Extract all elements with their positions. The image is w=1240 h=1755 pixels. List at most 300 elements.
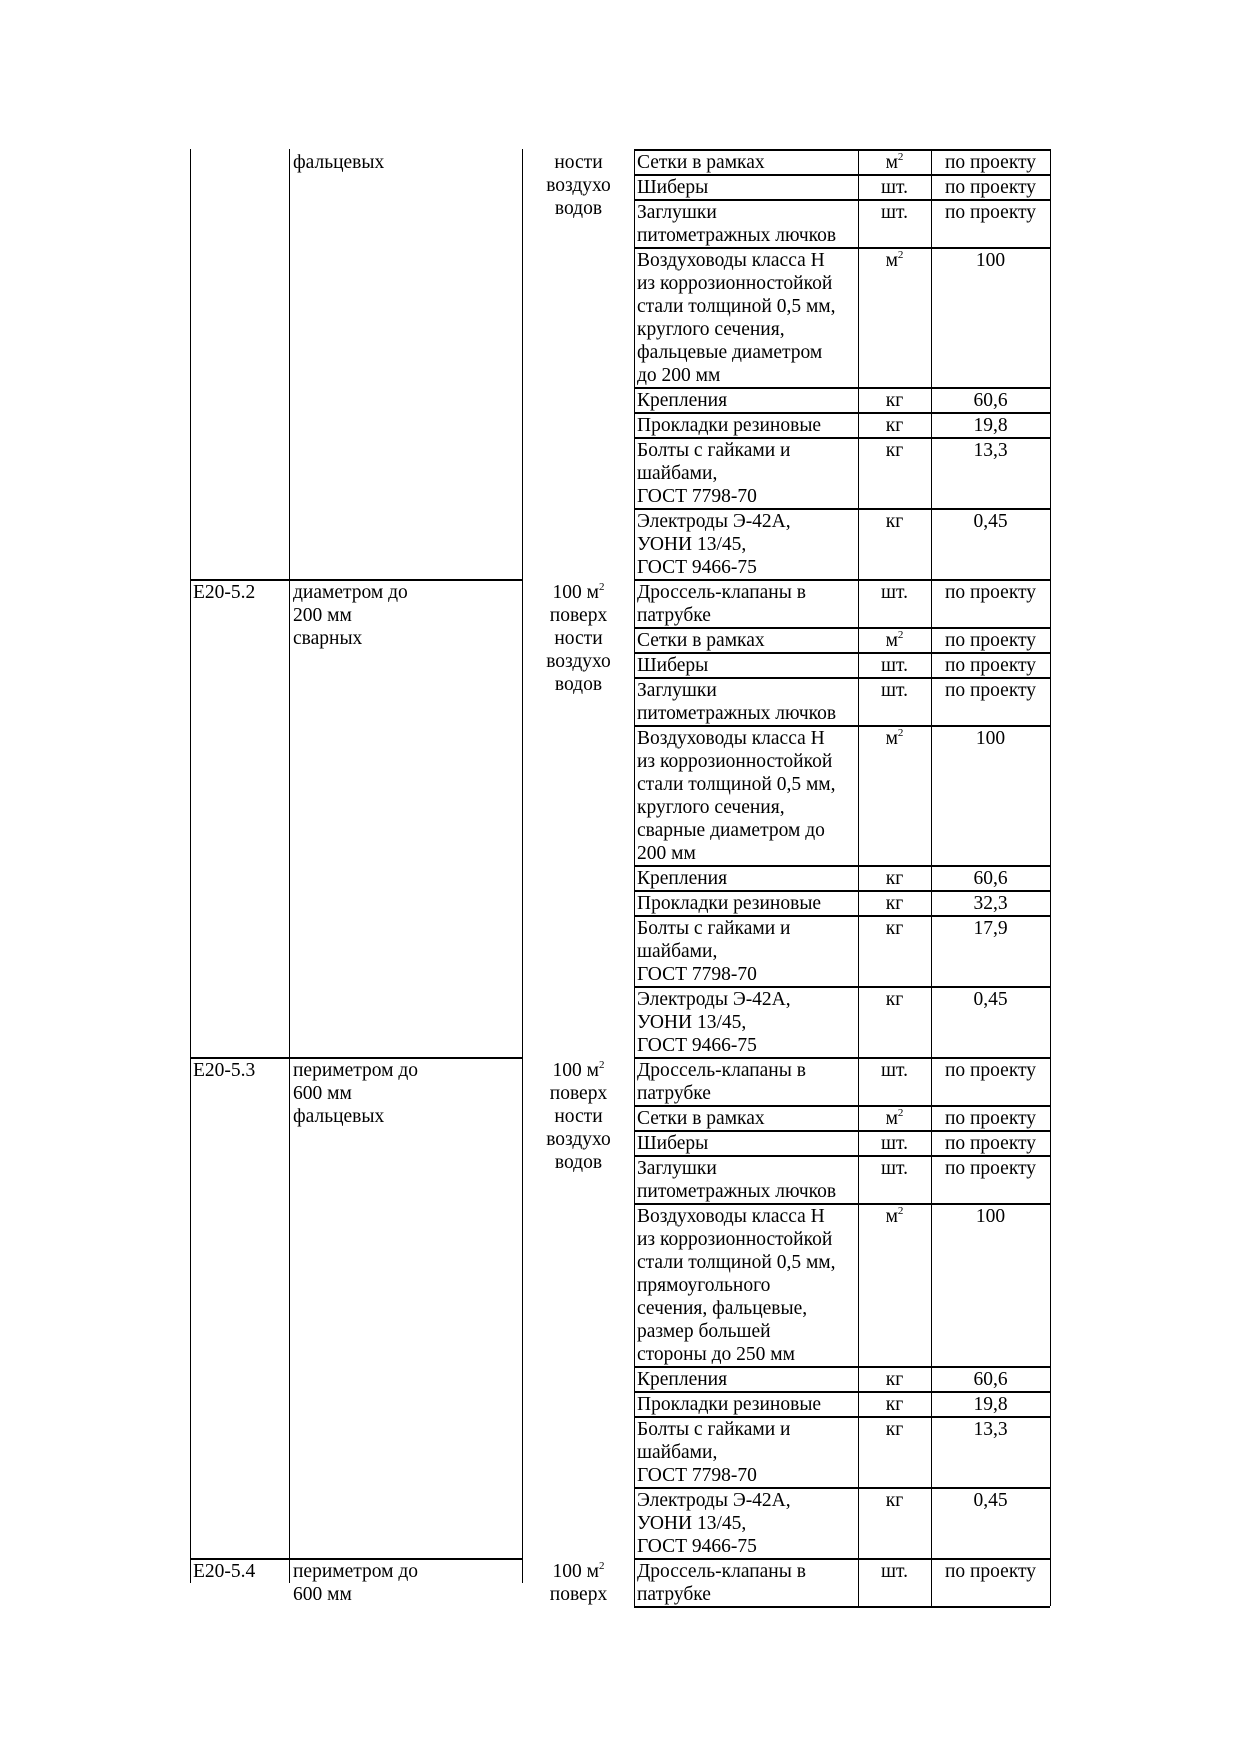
resource-unit	[858, 1205, 931, 1228]
item-code	[193, 1059, 288, 1082]
resource-name-text: ГОСТ 9466-75	[637, 1536, 757, 1557]
measure-unit-text: воздухо	[546, 175, 611, 196]
resource-name-text: Крепления	[637, 1369, 728, 1390]
resource-name-text: ГОСТ 9466-75	[637, 1035, 757, 1056]
resource-unit	[858, 249, 931, 272]
resource-name-text: стороны до 250 мм	[637, 1344, 795, 1365]
unit-superscript: 2	[598, 1059, 605, 1071]
resource-name	[637, 1393, 859, 1416]
resource-value: по проекту	[944, 1060, 1037, 1081]
measure-unit	[523, 581, 634, 604]
resource-unit-text: шт.	[881, 1158, 908, 1179]
work-name-text: периметром до	[293, 1060, 419, 1081]
resource-name	[637, 1368, 859, 1391]
resource-name-text: стали толщиной 0,5 мм,	[637, 1252, 836, 1273]
resource-name	[637, 389, 859, 412]
resource-name-text: Воздуховоды класса Н	[637, 250, 825, 271]
resource-name-text: Шиберы	[637, 1133, 709, 1154]
resource-unit	[858, 201, 931, 224]
resource-name	[637, 892, 859, 915]
work-name	[293, 581, 523, 604]
resource-name	[637, 364, 859, 387]
measure-unit	[523, 151, 634, 174]
resource-row-border	[634, 412, 1050, 414]
resource-unit-text: кг	[885, 1394, 904, 1415]
resource-name	[637, 940, 859, 963]
resource-value: 100	[975, 250, 1006, 271]
resource-row-border	[634, 579, 1050, 581]
resource-name	[637, 1082, 859, 1105]
resource-row-border	[634, 1203, 1050, 1205]
row-group-border	[190, 1558, 522, 1560]
col-border-resource-unit	[858, 149, 859, 1606]
work-name-text: фальцевых	[293, 152, 385, 173]
resource-name	[637, 224, 859, 247]
resource-row-border	[634, 1057, 1050, 1059]
resource-name-text: прямоугольного	[637, 1275, 771, 1296]
resource-unit-text: м	[885, 1108, 898, 1129]
resource-name-text: Воздуховоды класса Н	[637, 1206, 825, 1227]
work-name	[293, 1059, 523, 1082]
resource-name-text: из коррозионностойкой	[637, 751, 833, 772]
resource-unit-text: шт.	[881, 582, 908, 603]
measure-unit-text: поверх	[549, 1083, 608, 1104]
item-code	[193, 1560, 288, 1583]
resource-unit-text: кг	[885, 440, 904, 461]
resource-unit-text: шт.	[881, 655, 908, 676]
resource-name	[637, 510, 859, 533]
resource-name	[637, 1251, 859, 1274]
resource-unit	[858, 679, 931, 702]
resource-unit	[858, 1418, 931, 1441]
resource-unit	[858, 1059, 931, 1082]
resource-name	[637, 1560, 859, 1583]
work-name	[293, 151, 523, 174]
resource-unit	[858, 176, 931, 199]
resource-row-border	[634, 627, 1050, 629]
resource-name-text: круглого сечения,	[637, 319, 785, 340]
resource-unit-text: кг	[885, 1490, 904, 1511]
resource-unit-text: кг	[885, 868, 904, 889]
resource-unit-text: шт.	[881, 177, 908, 198]
resource-unit	[858, 1560, 931, 1583]
work-name-text: фальцевых	[293, 1106, 385, 1127]
measure-unit-text: поверх	[549, 605, 608, 626]
resource-name	[637, 295, 859, 318]
resource-name-text: Прокладки резиновые	[637, 1394, 822, 1415]
resource-name	[637, 1343, 859, 1366]
resource-name-text: Дроссель-клапаны в	[637, 1060, 806, 1081]
resource-row-border	[634, 890, 1050, 892]
resource-value: 100	[975, 728, 1006, 749]
resource-value: 60,6	[973, 1369, 1008, 1390]
resource-value: по проекту	[944, 655, 1037, 676]
resource-row-border	[634, 865, 1050, 867]
measure-unit-text: водов	[554, 198, 603, 219]
resource-name	[637, 1297, 859, 1320]
resource-name	[637, 629, 859, 652]
resource-unit	[858, 917, 931, 940]
work-name-text: 600 мм	[293, 1584, 352, 1605]
resource-value: 0,45	[973, 1490, 1008, 1511]
resource-value: 60,6	[973, 868, 1008, 889]
unit-superscript: 2	[598, 1560, 605, 1572]
measure-unit-text: ности	[554, 152, 603, 173]
resource-name	[637, 679, 859, 702]
resource-unit-text: кг	[885, 1369, 904, 1390]
resource-name-text: шайбами,	[637, 941, 718, 962]
resource-name	[637, 533, 859, 556]
resource-unit	[858, 629, 931, 652]
measure-unit	[523, 650, 634, 673]
resource-name	[637, 654, 859, 677]
resource-name	[637, 1512, 859, 1535]
col-border-unit	[522, 149, 523, 1583]
resource-name	[637, 272, 859, 295]
resource-value: по проекту	[944, 1108, 1037, 1129]
resource-name-text: Крепления	[637, 390, 728, 411]
resource-name	[637, 1464, 859, 1487]
resource-row-border	[634, 247, 1050, 249]
resource-unit-text: шт.	[881, 1133, 908, 1154]
resource-name-text: фальцевые диаметром	[637, 342, 823, 363]
unit-superscript: 2	[897, 727, 904, 739]
col-border-name	[289, 149, 290, 1583]
resource-unit	[858, 581, 931, 604]
measure-unit	[523, 1128, 634, 1151]
resource-name-text: питометражных лючков	[637, 225, 837, 246]
item-code-text: Е20-5.4	[193, 1561, 256, 1582]
item-code-text: Е20-5.3	[193, 1060, 256, 1081]
resource-name-text: Заглушки	[637, 680, 717, 701]
resource-name-text: питометражных лючков	[637, 703, 837, 724]
resource-value: по проекту	[944, 630, 1037, 651]
col-border-right	[1050, 149, 1051, 1606]
resource-unit-text: м	[885, 152, 898, 173]
resource-name-text: сварные диаметром до	[637, 820, 825, 841]
resource-name	[637, 1107, 859, 1130]
unit-superscript: 2	[897, 151, 904, 163]
resource-value: 13,3	[973, 440, 1008, 461]
work-name-text: 600 мм	[293, 1083, 352, 1104]
resource-name	[637, 249, 859, 272]
resource-unit	[858, 1368, 931, 1391]
resource-name	[637, 341, 859, 364]
resource-name-text: ГОСТ 7798-70	[637, 1465, 757, 1486]
resource-unit	[858, 1489, 931, 1512]
resource-name	[637, 1132, 859, 1155]
unit-superscript: 2	[897, 249, 904, 261]
resource-value: 19,8	[973, 415, 1008, 436]
resource-name-text: УОНИ 13/45,	[637, 1012, 747, 1033]
resource-name-text: Шиберы	[637, 655, 709, 676]
measure-unit-text: 100 м	[552, 1060, 599, 1081]
resource-name-text: Прокладки резиновые	[637, 893, 822, 914]
resource-name-text: до 200 мм	[637, 365, 721, 386]
resource-unit-text: шт.	[881, 1561, 908, 1582]
resource-value: 0,45	[973, 511, 1008, 532]
resource-name	[637, 1441, 859, 1464]
resource-name-text: из коррозионностойкой	[637, 273, 833, 294]
resource-unit-text: кг	[885, 415, 904, 436]
resource-unit	[858, 867, 931, 890]
resource-name-text: ГОСТ 7798-70	[637, 964, 757, 985]
unit-superscript: 2	[897, 1205, 904, 1217]
measure-unit	[523, 1583, 634, 1606]
resource-unit	[858, 389, 931, 412]
resource-name	[637, 963, 859, 986]
resource-name-text: Сетки в рамках	[637, 630, 765, 651]
resource-row-border	[634, 1416, 1050, 1418]
unit-superscript: 2	[897, 1107, 904, 1119]
resource-unit	[858, 1157, 931, 1180]
work-name	[293, 1583, 523, 1606]
resource-row-border	[634, 1366, 1050, 1368]
resource-unit	[858, 892, 931, 915]
resource-name-text: Электроды Э-42А,	[637, 511, 791, 532]
resource-unit-text: кг	[885, 918, 904, 939]
resource-row-border	[634, 387, 1050, 389]
resource-unit-text: м	[885, 728, 898, 749]
resource-value: 19,8	[973, 1394, 1008, 1415]
col-border-left	[190, 149, 191, 1583]
measure-unit	[523, 1151, 634, 1174]
measure-unit-text: поверх	[549, 1584, 608, 1605]
resource-name-text: стали толщиной 0,5 мм,	[637, 296, 836, 317]
work-name-text: 200 мм	[293, 605, 352, 626]
resource-unit	[858, 988, 931, 1011]
resource-value: по проекту	[944, 1133, 1037, 1154]
resource-name-text: Электроды Э-42А,	[637, 1490, 791, 1511]
resource-name-text: Болты с гайками и	[637, 440, 791, 461]
measure-unit	[523, 604, 634, 627]
resource-row-border	[634, 1558, 1050, 1560]
resource-value: по проекту	[944, 177, 1037, 198]
resource-value: по проекту	[944, 202, 1037, 223]
resource-name	[637, 1489, 859, 1512]
measure-unit	[523, 1105, 634, 1128]
resource-name-text: Крепления	[637, 868, 728, 889]
measure-unit	[523, 627, 634, 650]
resource-name	[637, 1180, 859, 1203]
resource-name-text: УОНИ 13/45,	[637, 1513, 747, 1534]
resource-unit	[858, 510, 931, 533]
resource-row-border	[634, 174, 1050, 176]
resource-name-text: размер большей	[637, 1321, 771, 1342]
measure-unit	[523, 1059, 634, 1082]
resource-name	[637, 1205, 859, 1228]
resource-name	[637, 318, 859, 341]
resource-unit	[858, 414, 931, 437]
work-name-text: периметром до	[293, 1561, 419, 1582]
resource-name-text: Прокладки резиновые	[637, 415, 822, 436]
work-name	[293, 627, 523, 650]
measure-unit-text: водов	[554, 1152, 603, 1173]
resource-name	[637, 201, 859, 224]
resource-unit-text: шт.	[881, 1060, 908, 1081]
resource-name	[637, 485, 859, 508]
resource-row-border	[634, 677, 1050, 679]
resource-row-border	[634, 652, 1050, 654]
resource-name-text: 200 мм	[637, 843, 696, 864]
resource-value: 0,45	[973, 989, 1008, 1010]
measure-unit-text: воздухо	[546, 651, 611, 672]
resource-name-text: Болты с гайками и	[637, 1419, 791, 1440]
resource-unit-text: шт.	[881, 202, 908, 223]
measure-unit-text: ности	[554, 1106, 603, 1127]
resource-name-text: Сетки в рамках	[637, 1108, 765, 1129]
resource-unit-text: кг	[885, 989, 904, 1010]
work-name	[293, 1082, 523, 1105]
resource-name	[637, 1418, 859, 1441]
measure-unit-text: 100 м	[552, 582, 599, 603]
resource-unit	[858, 151, 931, 174]
col-border-resource	[634, 149, 635, 1606]
resource-value: 17,9	[973, 918, 1008, 939]
resource-row-border	[634, 1487, 1050, 1489]
measure-unit	[523, 174, 634, 197]
resource-name	[637, 1034, 859, 1057]
resource-name-text: Сетки в рамках	[637, 152, 765, 173]
resource-unit	[858, 1132, 931, 1155]
resource-name-text: питометражных лючков	[637, 1181, 837, 1202]
resource-value: 32,3	[973, 893, 1008, 914]
resource-name-text: патрубке	[637, 1083, 711, 1104]
resource-row-border	[634, 1130, 1050, 1132]
resource-name-text: Дроссель-клапаны в	[637, 582, 806, 603]
resource-name-text: патрубке	[637, 1584, 711, 1605]
resource-unit-text: м	[885, 250, 898, 271]
measure-unit	[523, 1082, 634, 1105]
resource-name-text: УОНИ 13/45,	[637, 534, 747, 555]
measure-unit-text: ности	[554, 628, 603, 649]
resource-name-text: из коррозионностойкой	[637, 1229, 833, 1250]
resource-row-border	[634, 1105, 1050, 1107]
resource-name	[637, 1228, 859, 1251]
resource-unit-text: м	[885, 630, 898, 651]
measure-unit	[523, 197, 634, 220]
measure-unit	[523, 1560, 634, 1583]
resource-name-text: Дроссель-клапаны в	[637, 1561, 806, 1582]
row-group-border	[190, 579, 522, 581]
resource-name-text: Воздуховоды класса Н	[637, 728, 825, 749]
work-name	[293, 604, 523, 627]
resource-name	[637, 414, 859, 437]
resource-name	[637, 773, 859, 796]
resource-name	[637, 439, 859, 462]
resource-unit-text: шт.	[881, 680, 908, 701]
resource-name-text: патрубке	[637, 605, 711, 626]
resource-name	[637, 462, 859, 485]
resource-name	[637, 1059, 859, 1082]
resource-row-border	[634, 437, 1050, 439]
resource-row-border	[634, 199, 1050, 201]
resource-name-text: Электроды Э-42А,	[637, 989, 791, 1010]
resource-unit-text: м	[885, 1206, 898, 1227]
resource-name	[637, 1157, 859, 1180]
resource-name	[637, 1011, 859, 1034]
resource-name-text: шайбами,	[637, 463, 718, 484]
resource-name-text: круглого сечения,	[637, 797, 785, 818]
unit-superscript: 2	[598, 581, 605, 593]
resource-name-text: ГОСТ 9466-75	[637, 557, 757, 578]
resource-name	[637, 1320, 859, 1343]
resource-value: 13,3	[973, 1419, 1008, 1440]
resource-name	[637, 1583, 859, 1606]
unit-superscript: 2	[897, 629, 904, 641]
resource-row-border	[634, 915, 1050, 917]
resource-name-text: стали толщиной 0,5 мм,	[637, 774, 836, 795]
resource-name	[637, 604, 859, 627]
resource-name	[637, 842, 859, 865]
resource-name	[637, 151, 859, 174]
resource-name-text: ГОСТ 7798-70	[637, 486, 757, 507]
resource-unit	[858, 1107, 931, 1130]
work-name-text: диаметром до	[293, 582, 408, 603]
resource-row-border	[634, 149, 1050, 151]
resource-name-text: Заглушки	[637, 1158, 717, 1179]
resource-name	[637, 917, 859, 940]
resource-unit	[858, 1393, 931, 1416]
resource-value: 60,6	[973, 390, 1008, 411]
resource-unit-text: кг	[885, 390, 904, 411]
resource-value: по проекту	[944, 582, 1037, 603]
resource-name	[637, 1274, 859, 1297]
resource-unit	[858, 654, 931, 677]
resource-name	[637, 819, 859, 842]
resource-name	[637, 796, 859, 819]
resource-value: по проекту	[944, 1561, 1037, 1582]
resource-row-border	[634, 508, 1050, 510]
resource-row-border	[634, 725, 1050, 727]
resource-name-text: Болты с гайками и	[637, 918, 791, 939]
measure-unit-text: воздухо	[546, 1129, 611, 1150]
resource-unit-text: кг	[885, 511, 904, 532]
resource-name	[637, 867, 859, 890]
resource-name	[637, 988, 859, 1011]
work-name	[293, 1105, 523, 1128]
item-code-text: Е20-5.2	[193, 582, 256, 603]
resource-name	[637, 556, 859, 579]
resource-name	[637, 750, 859, 773]
resource-unit-text: кг	[885, 1419, 904, 1440]
resource-name-text: Шиберы	[637, 177, 709, 198]
resource-name-text: Заглушки	[637, 202, 717, 223]
item-code	[193, 581, 288, 604]
resource-name	[637, 727, 859, 750]
resource-unit	[858, 727, 931, 750]
col-border-value	[931, 149, 932, 1606]
resource-unit	[858, 439, 931, 462]
measure-unit	[523, 673, 634, 696]
resource-value: 100	[975, 1206, 1006, 1227]
resource-name	[637, 702, 859, 725]
resource-value: по проекту	[944, 152, 1037, 173]
resource-unit-text: кг	[885, 893, 904, 914]
resource-row-border	[634, 986, 1050, 988]
resource-value: по проекту	[944, 1158, 1037, 1179]
resource-name	[637, 1535, 859, 1558]
measure-unit-text: водов	[554, 674, 603, 695]
row-group-border	[190, 1057, 522, 1059]
work-name-text: сварных	[293, 628, 363, 649]
resource-name	[637, 581, 859, 604]
resource-name-text: шайбами,	[637, 1442, 718, 1463]
resource-row-border	[634, 1155, 1050, 1157]
resource-name	[637, 176, 859, 199]
table-bottom-border	[634, 1606, 1050, 1608]
measure-unit-text: 100 м	[552, 1561, 599, 1582]
